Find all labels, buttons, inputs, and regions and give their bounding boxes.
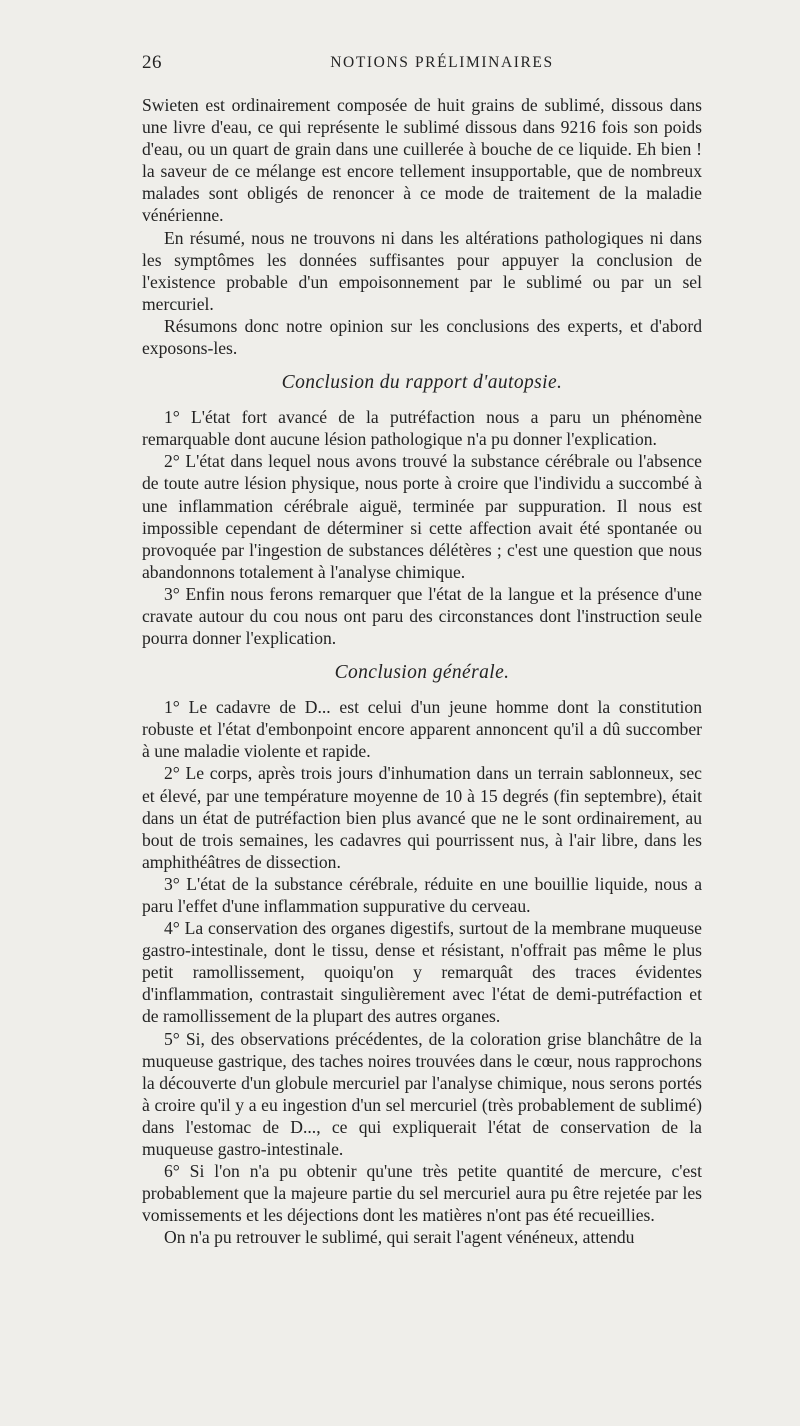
general-conclusion-item: 6° Si l'on n'a pu obtenir qu'une très petite quantité de mercure, c'est probablement que la majeure partie du sel mercuriel aura pu être rejetée par les vomissements et les déjections dont les matières n'ont pas été recueillies. bbox=[142, 1161, 702, 1226]
intro-paragraph: En résumé, nous ne trouvons ni dans les altérations pathologiques ni dans les symptômes les données suffisantes pour appuyer la conclusion de l'existence probable d'un empoisonnement par le sublimé ou par un sel mercuriel. bbox=[142, 227, 702, 314]
intro-paragraph: Résumons donc notre opinion sur les conclusions des experts, et d'abord exposons-les. bbox=[142, 315, 702, 359]
book-page bbox=[142, 52, 702, 1249]
running-title: NOTIONS PRÉLIMINAIRES bbox=[330, 54, 554, 71]
general-conclusion-item: 3° L'état de la substance cérébrale, réduite en une bouillie liquide, nous a paru l'effet d'une inflammation suppurative du cerveau. bbox=[142, 873, 702, 916]
section-heading-autopsy: Conclusion du rapport d'autopsie. bbox=[281, 372, 563, 394]
page-number: 26 bbox=[142, 52, 162, 73]
general-conclusion-item: 1° Le cadavre de D... est celui d'un jeune homme dont la constitution robuste et l'état d'embonpoint encore apparent annoncent qu'il a dû succomber à une maladie violente et rapide. bbox=[142, 697, 702, 762]
section-heading-general: Conclusion générale. bbox=[334, 662, 510, 684]
general-conclusion-item: 5° Si, des observations précédentes, de la coloration grise blanchâtre de la muqueuse gastrique, des taches noires trouvées dans le cœur, nous rapprochons la découverte d'un globule mercuriel par l'analyse chimique, nous serons portés à croire qu'il y a eu ingestion d'un sel mercuriel (très probablement de sublimé) dans l'estomac de D..., ce qui expliquerait l'état de conservation de la muqueuse gastro-intestinale. bbox=[142, 1028, 702, 1160]
general-conclusion-item: 4° La conservation des organes digestifs, surtout de la membrane muqueuse gastro-intestinale, dont le tissu, dense et résistant, n'offrait pas même le plus petit ramollissement, quoiqu'on y remarquât des traces évidentes d'inflammation, contrastait singulièrement avec l'état de demi-putréfaction et de ramollissement de la plupart des autres organes. bbox=[142, 918, 702, 1027]
closing-line: On n'a pu retrouver le sublimé, qui serait l'agent vénéneux, attendu bbox=[164, 1227, 635, 1248]
autopsy-conclusion-item: 2° L'état dans lequel nous avons trouvé la substance cérébrale ou l'absence de toute autre lésion physique, nous porte à croire que l'individu a succombé à une inflammation cérébrale aiguë, terminée par suppuration. Il nous est impossible cependant de déterminer si cette affection avait été spontanée ou provoquée par l'ingestion de substances délétères ; c'est une question que nous abandonnons totalement à l'analyse chimique. bbox=[142, 451, 702, 582]
autopsy-conclusion-item: 1° L'état fort avancé de la putréfaction nous a paru un phénomène remarquable dont aucune lésion pathologique n'a pu donner l'explication. bbox=[142, 407, 702, 450]
autopsy-conclusion-item: 3° Enfin nous ferons remarquer que l'état de la langue et la présence d'une cravate autour du cou nous ont paru des circonstances dont l'instruction seule pourra donner l'explication. bbox=[142, 583, 702, 649]
intro-paragraph: Swieten est ordinairement composée de huit grains de sublimé, dissous dans une livre d'eau, ce qui représente le sublimé dissous dans 9216 fois son poids d'eau, ou un quart de grain dans une cuillerée à bouche de ce liquide. Eh bien ! la saveur de ce mélange est encore tellement insupportable, que de nombreux malades sont obligés de renoncer à ce mode de traitement de la maladie vénérienne. bbox=[142, 95, 702, 226]
page-header bbox=[142, 52, 702, 82]
general-conclusion-item: 2° Le corps, après trois jours d'inhumation dans un terrain sablonneux, sec et élevé, par une température moyenne de 10 à 15 degrés (fin septembre), était dans un état de putréfaction bien plus avancé que ne le sont ordinairement, au bout de trois semaines, les cadavres qui pourrissent nus, à l'air libre, dans les amphithéâtres de dissection. bbox=[142, 763, 702, 872]
